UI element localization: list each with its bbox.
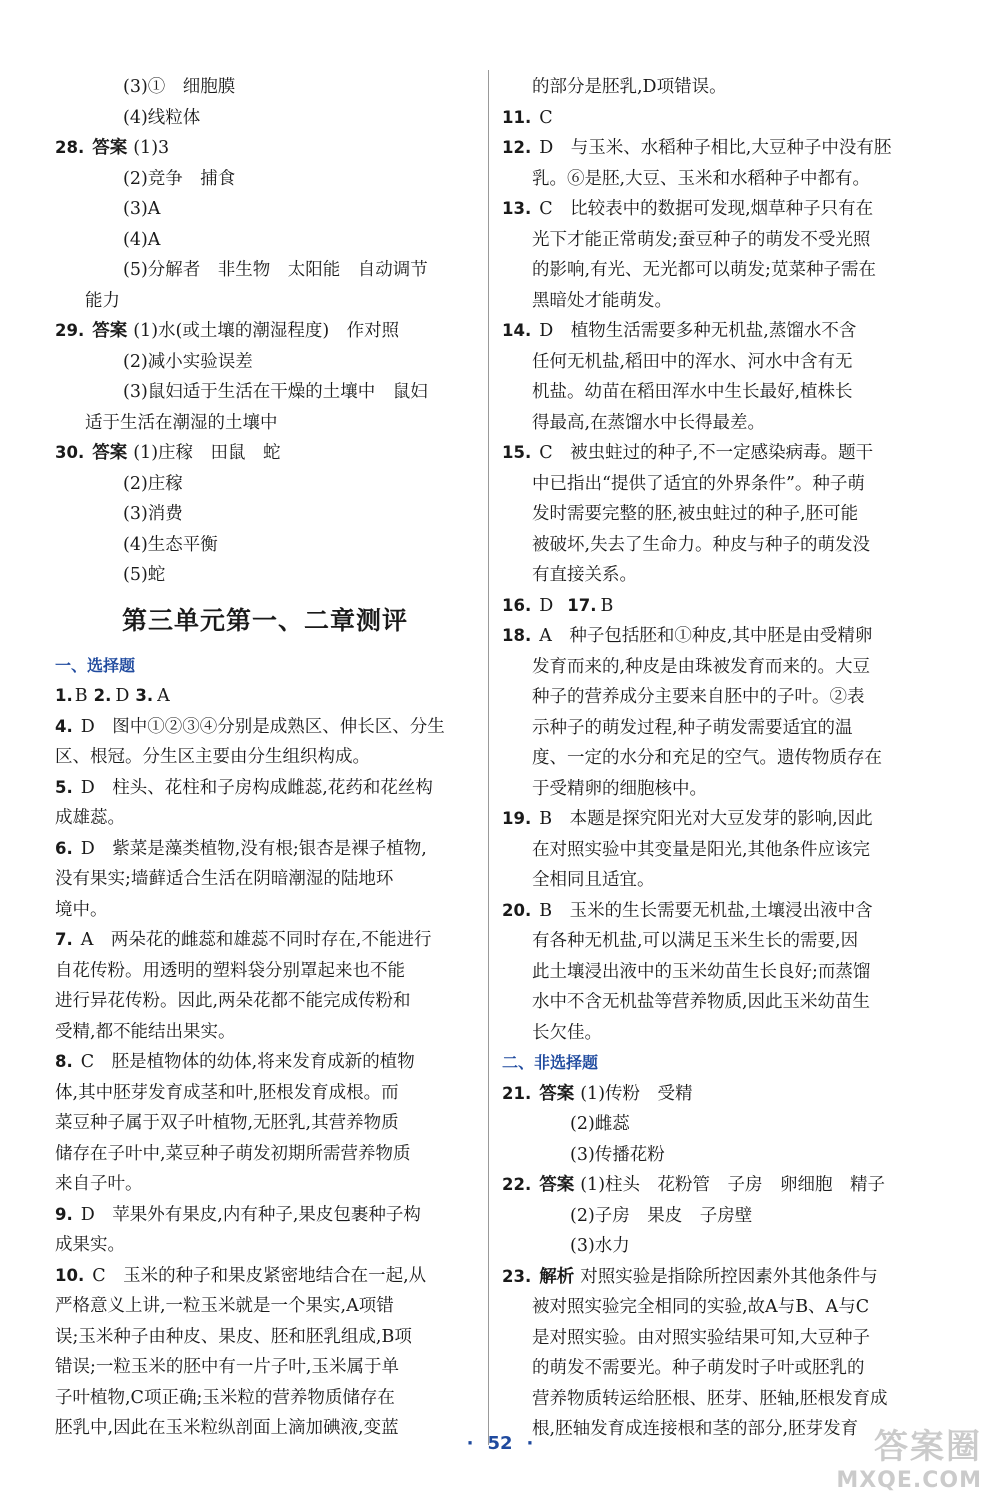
question-20: 20. B 玉米的生长需要无机盐,土壤浸出液中含 <box>502 900 873 921</box>
answer-line: 被对照实验完全相同的实验,故A与B、A与C <box>532 1297 870 1317</box>
question-8: 8. C 胚是植物体的幼体,将来发育成新的植物 <box>55 1052 415 1072</box>
answer-line: (2)子房 果皮 子房壁 <box>570 1205 753 1226</box>
answer-line: 于受精卵的细胞核中。 <box>532 778 707 799</box>
question-4: 4. D 图中①②③④分别是成熟区、伸长区、分生 <box>55 716 445 737</box>
answer-line: 能力 <box>85 290 120 311</box>
column-divider <box>488 70 489 1445</box>
question-28: 28. 答案 (1)3 <box>55 138 170 158</box>
answer-line: (2)雌蕊 <box>570 1114 630 1134</box>
question-22: 22. 答案 (1)柱头 花粉管 子房 卵细胞 精子 <box>502 1175 886 1195</box>
answer-line: 适于生活在潮湿的土壤中 <box>85 412 278 433</box>
answer-line: 全相同且适宜。 <box>532 870 655 890</box>
answer-line: 黑暗处才能萌发。 <box>532 290 672 311</box>
answer-line: 境中。 <box>55 899 108 920</box>
answer-line: 水中不含无机盐等营养物质,因此玉米幼苗生 <box>532 992 871 1012</box>
answer-line: 误;玉米种子由种皮、果皮、胚和胚乳组成,B项 <box>55 1326 412 1347</box>
question-21: 21. 答案 (1)传粉 受精 <box>502 1083 693 1104</box>
answer-line: (5)分解者 非生物 太阳能 自动调节 <box>123 260 428 280</box>
answer-line: (5)蛇 <box>123 565 166 585</box>
answer-line: (2)庄稼 <box>123 473 183 494</box>
question-9: 9. D 苹果外有果皮,内有种子,果皮包裹种子构 <box>55 1204 421 1225</box>
answer-line: 营养物质转运给胚根、胚芽、胚轴,胚根发育成 <box>532 1388 888 1409</box>
answer-line: 度、一定的水分和充足的空气。遗传物质存在 <box>532 748 882 768</box>
answer-line: 的部分是胚乳,D项错误。 <box>532 77 727 97</box>
answer-line: 菜豆种子属于双子叶植物,无胚乳,其营养物质 <box>55 1113 399 1133</box>
question-7: 7. A 两朵花的雌蕊和雄蕊不同时存在,不能进行 <box>55 930 432 950</box>
watermark-logo <box>832 1419 982 1493</box>
answer-line: 发育而来的,种皮是由珠被发育而来的。大豆 <box>532 656 871 677</box>
answer-line: 胚乳中,因此在玉米粒纵剖面上滴加碘液,变蓝 <box>55 1418 399 1438</box>
answer-line: (3)鼠妇适于生活在干燥的土壤中 鼠妇 <box>123 382 428 402</box>
answer-line: 的萌发不需要光。种子萌发时子叶或胚乳的 <box>532 1358 865 1378</box>
answer-line: 的影响,有光、无光都可以萌发;苋菜种子需在 <box>532 260 876 280</box>
section-heading-nonchoice: 二、非选择题 <box>502 1053 599 1072</box>
answer-line: 是对照实验。由对照实验结果可知,大豆种子 <box>532 1327 871 1348</box>
answer-line: (3)A <box>123 199 161 219</box>
answer-line: 储存在子叶中,菜豆种子萌发初期所需营养物质 <box>55 1143 411 1164</box>
answer-line: 有直接关系。 <box>532 565 637 585</box>
questions-16-17: 16. D 17. B <box>502 595 614 616</box>
answer-line: 区、根冠。分生区主要由分生组织构成。 <box>55 747 370 767</box>
answer-line: 来自子叶。 <box>55 1174 143 1194</box>
answer-line: (3)消费 <box>123 504 183 524</box>
watermark-text: 答案圈 <box>874 1427 982 1467</box>
left-column <box>55 72 475 1444</box>
answer-line: 任何无机盐,稻田中的浑水、河水中含有无 <box>532 351 853 372</box>
answer-line: 中已指出“提供了适宜的外界条件”。种子萌 <box>532 473 865 494</box>
answer-line: 进行异花传粉。因此,两朵花都不能完成传粉和 <box>55 991 411 1011</box>
question-29: 29. 答案 (1)水(或土壤的潮湿程度) 作对照 <box>55 321 400 341</box>
answer-line: (3)水力 <box>570 1236 630 1256</box>
answer-line: 成雄蕊。 <box>55 808 125 828</box>
watermark-url: MXQE.COM <box>836 1468 982 1493</box>
answer-line: 有各种无机盐,可以满足玉米生长的需要,因 <box>532 931 859 951</box>
answer-line: 发时需要完整的胚,被虫蛀过的种子,胚可能 <box>532 504 859 524</box>
answer-line: 此土壤浸出液中的玉米幼苗生长良好;而蒸馏 <box>532 961 871 982</box>
answer-line: 在对照实验中其变量是阳光,其他条件应该完 <box>532 839 871 860</box>
question-6: 6. D 紫菜是藻类植物,没有根;银杏是裸子植物, <box>55 838 427 859</box>
question-15: 15. C 被虫蛀过的种子,不一定感染病毒。题干 <box>502 443 874 463</box>
answer-line: (4)A <box>123 229 161 250</box>
question-19: 19. B 本题是探究阳光对大豆发芽的影响,因此 <box>502 809 873 829</box>
answer-line: 示种子的萌发过程,种子萌发需要适宜的温 <box>532 717 853 738</box>
answer-line: 错误;一粒玉米的胚中有一片子叶,玉米属于单 <box>55 1357 399 1377</box>
question-12: 12. D 与玉米、水稻种子相比,大豆种子中没有胚 <box>502 138 892 158</box>
answer-line: (2)减小实验误差 <box>123 351 253 372</box>
section-heading-choice: 一、选择题 <box>55 655 136 675</box>
answer-line: (2)竞争 捕食 <box>123 168 236 189</box>
answer-line: (3)传播花粉 <box>570 1144 665 1165</box>
answer-line: 机盐。幼苗在稻田浑水中生长最好,植株长 <box>532 382 853 402</box>
question-10: 10. C 玉米的种子和果皮紧密地结合在一起,从 <box>55 1265 427 1286</box>
question-14: 14. D 植物生活需要多种无机盐,蒸馏水不含 <box>502 321 857 341</box>
answer-line: 乳。⑥是胚,大豆、玉米和水稻种子中都有。 <box>532 168 871 189</box>
answer-line: (4)生态平衡 <box>123 534 218 555</box>
answer-line: 被破坏,失去了生命力。种皮与种子的萌发没 <box>532 534 871 555</box>
question-30: 30. 答案 (1)庄稼 田鼠 蛇 <box>55 443 281 463</box>
question-18: 18. A 种子包括胚和①种皮,其中胚是由受精卵 <box>502 626 873 646</box>
answer-line: 自花传粉。用透明的塑料袋分别罩起来也不能 <box>55 960 405 981</box>
question-11: 11. C <box>502 107 553 128</box>
page-number: · 52 · <box>466 1433 534 1454</box>
questions-1-3: 1. B 2. D 3. A <box>55 686 170 706</box>
section-title: 第三单元第一、二章测评 <box>121 605 408 635</box>
answer-line: 子叶植物,C项正确;玉米粒的营养物质储存在 <box>55 1387 395 1408</box>
answer-line: 受精,都不能结出果实。 <box>55 1021 236 1042</box>
answer-line: (3)① 细胞膜 <box>123 77 236 97</box>
answer-line: (4)线粒体 <box>123 107 201 128</box>
question-13: 13. C 比较表中的数据可发现,烟草种子只有在 <box>502 199 874 219</box>
answer-line: 成果实。 <box>55 1235 125 1255</box>
question-23: 23. 解析 对照实验是指除所控因素外其他条件与 <box>502 1266 878 1287</box>
answer-line: 体,其中胚芽发育成茎和叶,胚根发育成根。而 <box>55 1082 399 1103</box>
answer-line: 长欠佳。 <box>532 1022 602 1043</box>
right-column <box>502 72 920 1445</box>
answer-line: 根,胚轴发育成连接根和茎的部分,胚芽发育 <box>532 1419 859 1439</box>
answer-line: 没有果实;墙藓适合生活在阴暗潮湿的陆地环 <box>55 869 394 889</box>
answer-line: 光下才能正常萌发;蚕豆种子的萌发不受光照 <box>532 229 871 250</box>
answer-line: 得最高,在蒸馏水中长得最差。 <box>532 412 766 433</box>
question-5: 5. D 柱头、花柱和子房构成雌蕊,花药和花丝构 <box>55 777 433 798</box>
answer-line: 种子的营养成分主要来自胚中的子叶。②表 <box>532 687 865 707</box>
answer-line: 严格意义上讲,一粒玉米就是一个果实,A项错 <box>55 1296 394 1316</box>
